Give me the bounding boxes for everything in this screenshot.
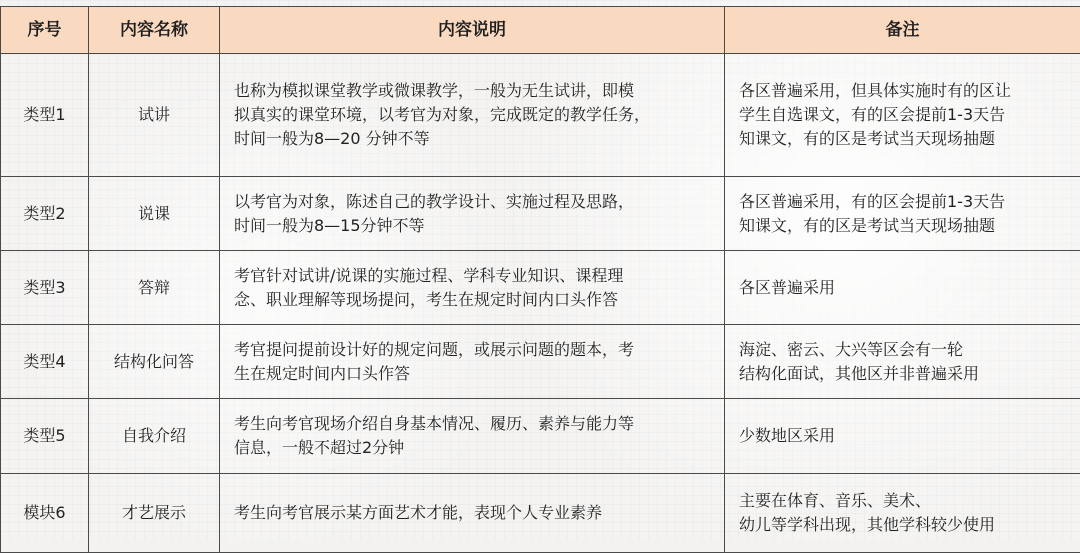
- row-remark: 海淀、密云、大兴等区会有一轮 结构化面试，其他区并非普遍采用: [725, 325, 1080, 399]
- row-description: 以考官为对象，陈述自己的教学设计、实施过程及思路， 时间一般为8—15分钟不等: [220, 177, 725, 251]
- table-row: [1, 251, 1080, 325]
- row-content-name: 自我介绍: [89, 399, 220, 474]
- row-description: 考官提问提前设计好的规定问题，或展示问题的题本，考 生在规定时间内口头作答: [220, 325, 725, 399]
- row-number: 类型5: [1, 399, 89, 474]
- header-remarks: 备注: [725, 7, 1080, 54]
- table-header-row: [1, 7, 1080, 54]
- row-description: 考官针对试讲/说课的实施过程、学科专业知识、课程理 念、职业理解等现场提问，考生在规定时间内口头作答: [220, 251, 725, 325]
- table-row: [1, 177, 1080, 251]
- row-content-name: 试讲: [89, 54, 220, 177]
- row-number: 类型4: [1, 325, 89, 399]
- row-description: 也称为模拟课堂教学或微课教学，一般为无生试讲，即模 拟真实的课堂环境，以考官为对象，完成既定的教学任务， 时间一般为8—20 分钟不等: [220, 54, 725, 177]
- table-row: [1, 399, 1080, 474]
- interview-content-table: [0, 6, 1080, 553]
- row-content-name: 答辩: [89, 251, 220, 325]
- table-row: [1, 325, 1080, 399]
- header-content-name: 内容名称: [89, 7, 220, 54]
- row-number: 类型2: [1, 177, 89, 251]
- row-description: 考生向考官展示某方面艺术才能，表现个人专业素养: [220, 474, 725, 553]
- row-remark: 各区普遍采用: [725, 251, 1080, 325]
- row-number: 模块6: [1, 474, 89, 553]
- row-remark: 各区普遍采用，但具体实施时有的区让 学生自选课文，有的区会提前1-3天告 知课文，有的区是考试当天现场抽题: [725, 54, 1080, 177]
- header-content-description: 内容说明: [220, 7, 725, 54]
- row-remark: 主要在体育、音乐、美术、 幼儿等学科出现，其他学科较少使用: [725, 474, 1080, 553]
- row-remark: 各区普遍采用，有的区会提前1-3天告 知课文，有的区是考试当天现场抽题: [725, 177, 1080, 251]
- row-remark: 少数地区采用: [725, 399, 1080, 474]
- row-number: 类型3: [1, 251, 89, 325]
- header-number: 序号: [1, 7, 89, 54]
- table-row: [1, 54, 1080, 177]
- row-description: 考生向考官现场介绍自身基本情况、履历、素养与能力等 信息，一般不超过2分钟: [220, 399, 725, 474]
- row-number: 类型1: [1, 54, 89, 177]
- table-row: [1, 474, 1080, 553]
- row-content-name: 才艺展示: [89, 474, 220, 553]
- row-content-name: 说课: [89, 177, 220, 251]
- row-content-name: 结构化问答: [89, 325, 220, 399]
